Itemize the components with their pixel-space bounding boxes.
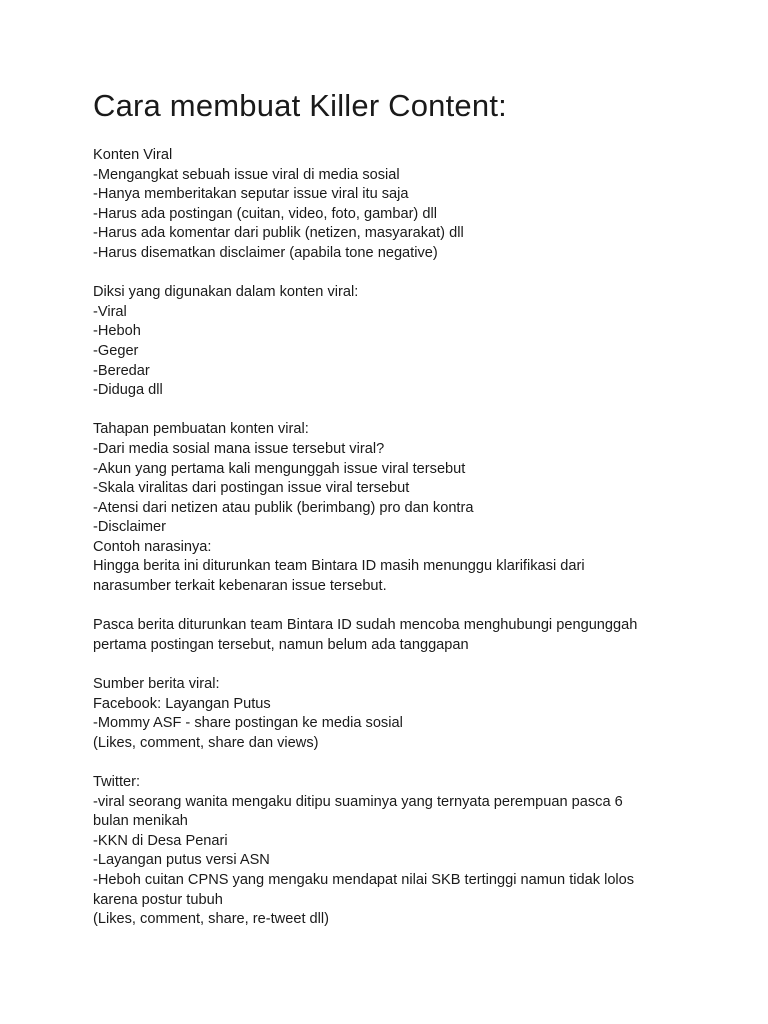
- list-item: -Harus disematkan disclaimer (apabila tone negative): [93, 244, 438, 261]
- list-item: -Heboh: [93, 323, 141, 340]
- document-title: Cara membuat Killer Content:: [93, 88, 507, 123]
- list-item: -Harus ada postingan (cuitan, video, foto, gambar) dll: [93, 205, 437, 222]
- section-heading: Konten Viral: [93, 147, 173, 163]
- list-item: -Atensi dari netizen atau publik (berimbang) pro dan kontra: [93, 499, 474, 516]
- list-item: -Geger: [93, 342, 139, 359]
- document-page: [93, 86, 733, 930]
- section-konten-viral: [93, 146, 733, 264]
- list-item: -Akun yang pertama kali mengunggah issue viral tersebut: [93, 460, 466, 477]
- section-heading: Sumber berita viral:: [93, 676, 220, 693]
- paragraph-line: Pasca berita diturunkan team Bintara ID sudah mencoba menghubungi pengunggah: [93, 617, 638, 634]
- list-item: karena postur tubuh: [93, 891, 223, 908]
- list-item: -Mommy ASF - share postingan ke media sosial: [93, 715, 403, 732]
- list-item: bulan menikah: [93, 813, 188, 830]
- list-item: -Heboh cuitan CPNS yang mengaku mendapat nilai SKB tertinggi namun tidak lolos: [93, 871, 635, 888]
- list-item: -Diduga dll: [93, 382, 163, 399]
- list-item: Facebook: Layangan Putus: [93, 695, 271, 712]
- paragraph-line: Hingga berita ini diturunkan team Bintara ID masih menunggu klarifikasi dari: [93, 558, 585, 575]
- list-item: -Layangan putus versi ASN: [93, 852, 270, 869]
- section-pasca-berita: [93, 616, 733, 655]
- list-item: -Dari media sosial mana issue tersebut viral?: [93, 440, 385, 457]
- section-diksi: [93, 283, 733, 401]
- section-heading: Twitter:: [93, 774, 141, 790]
- section-tahapan: [93, 420, 733, 596]
- list-item: -viral seorang wanita mengaku ditipu suaminya yang ternyata perempuan pasca 6: [93, 793, 623, 810]
- list-item: -Hanya memberitakan seputar issue viral itu saja: [93, 186, 409, 203]
- list-item: -Beredar: [93, 362, 150, 379]
- section-heading: Diksi yang digunakan dalam konten viral:: [93, 284, 359, 301]
- list-item: -Harus ada komentar dari publik (netizen, masyarakat) dll: [93, 225, 464, 242]
- list-item: -Disclaimer: [93, 519, 166, 536]
- subheading: Contoh narasinya:: [93, 538, 212, 555]
- section-heading: Tahapan pembuatan konten viral:: [93, 421, 309, 438]
- list-item: -KKN di Desa Penari: [93, 832, 228, 849]
- section-twitter: [93, 773, 733, 930]
- paragraph-line: narasumber terkait kebenaran issue tersebut.: [93, 578, 387, 595]
- list-item: -Skala viralitas dari postingan issue viral tersebut: [93, 480, 410, 497]
- list-item: -Mengangkat sebuah issue viral di media sosial: [93, 166, 400, 183]
- paragraph-line: pertama postingan tersebut, namun belum ada tanggapan: [93, 636, 469, 653]
- list-item: -Viral: [93, 303, 127, 320]
- list-item: (Likes, comment, share dan views): [93, 734, 319, 751]
- list-item: (Likes, comment, share, re-tweet dll): [93, 911, 330, 928]
- section-sumber-berita: [93, 675, 733, 753]
